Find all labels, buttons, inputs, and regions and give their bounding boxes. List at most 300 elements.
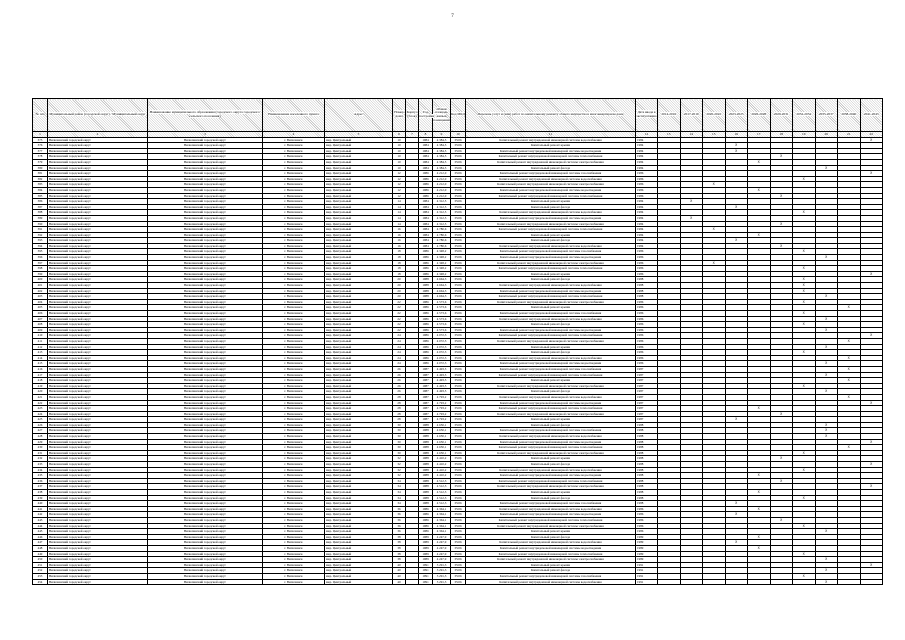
mkd-code-cell: 35:06 [451,333,466,339]
house-number-cell: 32 [393,462,406,468]
row-number: 404 [33,299,48,305]
locality-cell: г. Вилючинск [263,383,325,389]
locality-cell: г. Вилючинск [263,450,325,456]
district-cell: Вилючинский городской округ [48,338,148,344]
municipality-cell: Вилючинский городской округ [148,277,263,283]
row-number: 386 [33,199,48,205]
work-type-cell: Капитальный ремонт внутридомовой инженерной системы водоотведения [466,215,636,221]
period-mark-cell: X [838,394,861,400]
municipality-cell: Вилючинский городской округ [148,366,263,372]
commission-date-cell: 1988 [636,445,658,451]
period-mark-cell: X [815,557,838,563]
locality-cell: г. Вилючинск [263,215,325,221]
row-number: 438 [33,490,48,496]
commission-date-cell: 1986 [636,249,658,255]
table-header-row [33,99,883,132]
row-number: 399 [33,271,48,277]
locality-cell: г. Вилючинск [263,467,325,473]
commission-date-cell: 1984 [636,154,658,160]
address-cell: мкр. Центральный [325,361,393,367]
build-year-cell: 1989 [419,540,433,546]
period-cell [725,579,748,585]
row-number: 450 [33,557,48,563]
locality-cell: г. Вилючинск [263,411,325,417]
locality-cell: г. Вилючинск [263,182,325,188]
row-number: 400 [33,277,48,283]
district-cell: Вилючинский городской округ [48,204,148,210]
work-type-cell: Капитальный ремонт внутридомовой инженерной системы теплоснабжения [466,372,636,378]
district-cell: Вилючинский городской округ [48,366,148,372]
address-cell: мкр. Центральный [325,501,393,507]
period-mark-cell: X [680,199,703,205]
commission-date-cell: 1988 [636,294,658,300]
mkd-code-cell: 35:06 [451,227,466,233]
build-year-cell: 1986 [419,260,433,266]
address-cell: мкр. Центральный [325,154,393,160]
row-number: 445 [33,529,48,535]
column-header-label: 2029-2031 [773,112,789,117]
area-cell: 4 247,9 [433,534,451,540]
area-cell: 4 410,2 [433,473,451,479]
work-type-cell: Капитальный ремонт фасада [466,238,636,244]
district-cell: Вилючинский городской округ [48,400,148,406]
column-number: 13 [658,132,681,138]
locality-cell: г. Вилючинск [263,283,325,289]
address-cell: мкр. Центральный [325,249,393,255]
locality-cell: г. Вилючинск [263,305,325,311]
locality-cell: г. Вилючинск [263,187,325,193]
locality-cell: г. Вилючинск [263,529,325,535]
area-cell: 4 793,2 [433,394,451,400]
mkd-code-cell: 35:06 [451,344,466,350]
work-type-cell: Капитальный ремонт внутридомовой инженерной системы водоснабжения [466,210,636,216]
mkd-code-cell: 35:06 [451,187,466,193]
column-number: 2 [48,132,148,138]
locality-cell: г. Вилючинск [263,506,325,512]
municipality-cell: Вилючинский городской округ [148,221,263,227]
address-cell: мкр. Центральный [325,534,393,540]
municipality-cell: Вилючинский городской округ [148,428,263,434]
house-number-cell: 34 [393,490,406,496]
work-type-cell: Капитальный ремонт фасада [466,462,636,468]
house-number-cell: 10 [393,159,406,165]
municipality-cell: Вилючинский городской округ [148,517,263,523]
commission-date-cell: 1988 [636,422,658,428]
municipality-cell: Вилючинский городской округ [148,182,263,188]
column-number: 11 [466,132,636,138]
address-cell: мкр. Центральный [325,478,393,484]
work-type-cell: Капитальный ремонт крыши [466,143,636,149]
row-number: 448 [33,545,48,551]
address-cell: мкр. Центральный [325,490,393,496]
mkd-code-cell: 35:06 [451,562,466,568]
period-mark-cell: X [815,529,838,535]
column-header-label: Муниципальный район (городской округ) / Муниципальный округ [49,112,146,117]
commission-date-cell: 1986 [636,311,658,317]
work-type-cell: Капитальный ремонт внутридомовой инженерной системы теплоснабжения [466,227,636,233]
column-header [815,99,838,132]
build-year-cell: 1987 [419,400,433,406]
house-number-cell: 40 [393,573,406,579]
district-cell: Вилючинский городской округ [48,439,148,445]
commission-date-cell: 1987 [636,406,658,412]
area-cell: 4 410,2 [433,462,451,468]
build-year-cell: 1984 [419,238,433,244]
work-type-cell: Капитальный ремонт внутридомовой инженерной системы водоотведения [466,361,636,367]
district-cell: Вилючинский городской округ [48,171,148,177]
district-cell: Вилючинский городской округ [48,148,148,154]
period-mark-cell: X [770,478,793,484]
column-header [451,99,466,132]
district-cell: Вилючинский городской округ [48,176,148,182]
column-number: 1 [33,132,48,138]
municipality-cell: Вилючинский городской округ [148,361,263,367]
build-year-cell: 1988 [419,422,433,428]
commission-date-cell: 1988 [636,473,658,479]
build-year-cell: 1984 [419,221,433,227]
area-cell: 4 364,1 [433,506,451,512]
period-mark-cell: X [838,378,861,384]
build-year-cell: 1986 [419,517,433,523]
area-cell: 4 573,6 [433,322,451,328]
area-cell: 4 384,5 [433,165,451,171]
address-cell: мкр. Центральный [325,450,393,456]
commission-date-cell: 1987 [636,372,658,378]
period-cell [770,579,793,585]
work-type-cell: Капитальный ремонт фасада [466,204,636,210]
period-mark-cell: X [793,210,816,216]
district-cell: Вилючинский городской округ [48,579,148,585]
municipality-cell: Вилючинский городской округ [148,199,263,205]
column-header-label: Общая площадь жилых помещений [433,106,450,122]
work-type-cell: Капитальный ремонт внутридомовой инженерной системы электроснабжения [466,338,636,344]
house-number-cell: 10 [393,148,406,154]
row-number: 431 [33,450,48,456]
commission-date-cell: 1988 [636,456,658,462]
column-header-label: 2023-2025 [728,112,744,117]
house-number-cell: 12 [393,171,406,177]
build-year-cell: 1986 [419,350,433,356]
house-number-cell: 28 [393,400,406,406]
build-year-cell: 1984 [419,148,433,154]
municipality-cell: Вилючинский городской округ [148,406,263,412]
mkd-code-cell: 35:06 [451,366,466,372]
row-number: 392 [33,232,48,238]
work-type-cell: Капитальный ремонт внутридомовой инженерной системы электроснабжения [466,411,636,417]
build-year-cell: 1986 [419,512,433,518]
build-year-cell: 1991 [419,568,433,574]
address-cell: мкр. Центральный [325,260,393,266]
district-cell: Вилючинский городской округ [48,277,148,283]
district-cell: Вилючинский городской округ [48,271,148,277]
period-mark-cell: X [703,182,726,188]
work-type-cell: Капитальный ремонт фасада [466,568,636,574]
address-cell: мкр. Центральный [325,159,393,165]
commission-date-cell: 1986 [636,266,658,272]
address-cell: мкр. Центральный [325,523,393,529]
mkd-code-cell: 35:06 [451,456,466,462]
build-year-cell: 1987 [419,417,433,423]
locality-cell: г. Вилючинск [263,260,325,266]
district-cell: Вилючинский городской округ [48,255,148,261]
locality-cell: г. Вилючинск [263,316,325,322]
commission-date-cell: 1986 [636,355,658,361]
area-cell: 4 348,2 [433,271,451,277]
column-header-label: Наименование муниципального образования (городского округа городского/сельского поселения) [149,110,261,118]
commission-date-cell: 1986 [636,187,658,193]
build-year-cell: 1986 [419,327,433,333]
build-year-cell: 1988 [419,462,433,468]
house-number-cell: 12 [393,193,406,199]
district-cell: Вилючинский городской округ [48,350,148,356]
period-mark-cell: X [793,383,816,389]
commission-date-cell: 1984 [636,232,658,238]
commission-date-cell: 1987 [636,394,658,400]
work-type-cell: Капитальный ремонт внутридомовой инженерной системы водоотведения [466,400,636,406]
house-number-cell: 38 [393,540,406,546]
house-number-cell: 14 [393,210,406,216]
row-number: 396 [33,255,48,261]
work-type-cell: Капитальный ремонт внутридомовой инженерной системы электроснабжения [466,221,636,227]
house-number-cell: 36 [393,512,406,518]
row-number: 430 [33,445,48,451]
district-cell: Вилючинский городской округ [48,221,148,227]
area-cell: 4 072,3 [433,338,451,344]
build-year-cell: 1986 [419,271,433,277]
municipality-cell: Вилючинский городской округ [148,562,263,568]
house-number-cell: 20 [393,294,406,300]
period-mark-cell: X [770,243,793,249]
commission-date-cell: 1986 [636,344,658,350]
column-header-label: 2035-2037 [818,112,834,117]
row-number: 416 [33,366,48,372]
row-number: 415 [33,361,48,367]
row-number: 406 [33,311,48,317]
locality-cell: г. Вилючинск [263,288,325,294]
municipality-cell: Вилючинский городской округ [148,355,263,361]
build-year-cell: 1988 [419,288,433,294]
mkd-code-cell: 35:06 [451,137,466,143]
work-type-cell: Капитальный ремонт внутридомовой инженерной системы электроснабжения [466,182,636,188]
column-header-label: 2026-2028 [751,112,767,117]
row-number: 444 [33,523,48,529]
house-number-cell: 30 [393,434,406,440]
build-year-cell: 1987 [419,389,433,395]
area-cell: 4 512,3 [433,478,451,484]
area-cell: 4 312,5 [433,204,451,210]
area-cell: 4 493,5 [433,366,451,372]
commission-date-cell: 1984 [636,221,658,227]
work-type-cell: Капитальный ремонт крыши [466,199,636,205]
period-mark-cell: X [860,562,883,568]
house-number-cell: 20 [393,277,406,283]
build-year-cell: 1989 [419,534,433,540]
district-cell: Вилючинский городской округ [48,478,148,484]
period-mark-cell: X [748,159,771,165]
row-number: 452 [33,568,48,574]
municipality-cell: Вилючинский городской округ [148,456,263,462]
district-cell: Вилючинский городской округ [48,529,148,535]
house-number-cell: 20 [393,288,406,294]
house-number-cell: 16 [393,243,406,249]
build-year-cell: 1988 [419,450,433,456]
commission-date-cell: 1986 [636,176,658,182]
mkd-code-cell: 35:06 [451,434,466,440]
house-number-cell: 20 [393,283,406,289]
mkd-code-cell: 35:06 [451,176,466,182]
work-type-cell: Капитальный ремонт внутридомовой инженерной системы газоснабжения [466,573,636,579]
row-number: 442 [33,512,48,518]
municipality-cell: Вилючинский городской округ [148,204,263,210]
mkd-code-cell: 35:06 [451,389,466,395]
commission-date-cell: 1986 [636,350,658,356]
district-cell: Вилючинский городской округ [48,137,148,143]
address-cell: мкр. Центральный [325,338,393,344]
locality-cell: г. Вилючинск [263,428,325,434]
commission-date-cell: 1986 [636,517,658,523]
period-mark-cell: X [860,333,883,339]
column-number: 21 [838,132,861,138]
build-year-cell: 1984 [419,243,433,249]
column-header-label: 2041-2043 [863,112,879,117]
mkd-code-cell: 35:06 [451,271,466,277]
house-number-cell: 28 [393,411,406,417]
municipality-cell: Вилючинский городской округ [148,445,263,451]
commission-date-cell: 1989 [636,545,658,551]
area-cell: 4 348,2 [433,266,451,272]
locality-cell: г. Вилючинск [263,154,325,160]
district-cell: Вилючинский городской округ [48,322,148,328]
locality-cell: г. Вилючинск [263,238,325,244]
row-number: 439 [33,495,48,501]
column-header-label: 2020-2022 [706,112,722,117]
period-mark-cell: X [725,540,748,546]
area-cell: 4 512,3 [433,501,451,507]
row-number: 377 [33,148,48,154]
period-mark-cell: X [815,568,838,574]
mkd-code-cell: 35:06 [451,490,466,496]
work-type-cell: Капитальный ремонт внутридомовой инженерной системы электроснабжения [466,159,636,165]
work-type-cell: Капитальный ремонт крыши [466,417,636,423]
district-cell: Вилючинский городской округ [48,484,148,490]
work-type-cell: Капитальный ремонт внутридомовой инженерной системы водоснабжения [466,506,636,512]
address-cell: мкр. Центральный [325,305,393,311]
period-mark-cell: X [793,283,816,289]
mkd-code-cell: 35:06 [451,568,466,574]
work-type-cell: Капитальный ремонт внутридомовой инженерной системы водоотведения [466,148,636,154]
district-cell: Вилючинский городской округ [48,232,148,238]
commission-date-cell: 1988 [636,428,658,434]
row-number: 387 [33,204,48,210]
district-cell: Вилючинский городской округ [48,512,148,518]
commission-date-cell: 1987 [636,366,658,372]
locality-cell: г. Вилючинск [263,523,325,529]
mkd-code-cell: 35:06 [451,193,466,199]
house-number-cell: 10 [393,137,406,143]
work-type-cell: Капитальный ремонт крыши [466,562,636,568]
district-cell: Вилючинский городской округ [48,557,148,563]
house-number-cell: 14 [393,204,406,210]
build-year-cell: 1984 [419,165,433,171]
municipality-cell: Вилючинский городской округ [148,338,263,344]
row-number: 409 [33,327,48,333]
area-cell: 3 291,3 [433,573,451,579]
district-cell: Вилючинский городской округ [48,299,148,305]
locality-cell: г. Вилючинск [263,573,325,579]
row-number: 405 [33,305,48,311]
build-year-cell: 1989 [419,545,433,551]
municipality-cell: Вилючинский городской округ [148,227,263,233]
municipality-cell: Вилючинский городской округ [148,165,263,171]
period-mark-cell: X [793,573,816,579]
work-type-cell: Капитальный ремонт внутридомовой инженерной системы газоснабжения [466,249,636,255]
district-cell: Вилючинский городской округ [48,187,148,193]
address-cell: мкр. Центральный [325,221,393,227]
mkd-code-cell: 35:06 [451,249,466,255]
address-cell: мкр. Центральный [325,512,393,518]
address-cell: мкр. Центральный [325,243,393,249]
commission-date-cell: 1991 [636,573,658,579]
district-cell: Вилючинский городской округ [48,434,148,440]
area-cell: 4 247,9 [433,540,451,546]
row-number: 403 [33,294,48,300]
district-cell: Вилючинский городской округ [48,344,148,350]
address-cell: мкр. Центральный [325,573,393,579]
area-cell: 4 780,6 [433,243,451,249]
row-number: 429 [33,439,48,445]
row-number: 385 [33,193,48,199]
address-cell: мкр. Центральный [325,428,393,434]
column-number: 7 [406,132,419,138]
commission-date-cell: 1988 [636,467,658,473]
area-cell: 4 664,3 [433,283,451,289]
locality-cell: г. Вилючинск [263,294,325,300]
commission-date-cell: 1988 [636,277,658,283]
municipality-cell: Вилючинский городской округ [148,176,263,182]
build-year-cell: 1988 [419,501,433,507]
municipality-cell: Вилючинский городской округ [148,266,263,272]
column-header [703,99,726,132]
address-cell: мкр. Центральный [325,271,393,277]
mkd-code-cell: 35:06 [451,512,466,518]
row-number: 394 [33,243,48,249]
locality-cell: г. Вилючинск [263,210,325,216]
period-mark-cell: X [838,355,861,361]
column-header-label: Наименование населенного пункта [268,112,319,117]
district-cell: Вилючинский городской округ [48,159,148,165]
commission-date-cell: 1984 [636,215,658,221]
house-number-cell: 22 [393,322,406,328]
build-year-cell: 1984 [419,154,433,160]
row-number: 417 [33,372,48,378]
work-type-cell: Капитальный ремонт внутридомовой инженерной системы водоснабжения [466,137,636,143]
district-cell: Вилючинский городской округ [48,327,148,333]
work-type-cell: Капитальный ремонт внутридомовой инженерной системы водоснабжения [466,394,636,400]
row-number: 435 [33,473,48,479]
row-number: 425 [33,417,48,423]
work-type-cell: Капитальный ремонт внутридомовой инженерной системы электроснабжения [466,383,636,389]
row-number: 410 [33,333,48,339]
area-cell: 4 410,2 [433,456,451,462]
column-number: 10 [451,132,466,138]
build-year-cell: 1984 [419,204,433,210]
area-cell: 4 650,1 [433,439,451,445]
municipality-cell: Вилючинский городской округ [148,148,263,154]
locality-cell: г. Вилючинск [263,484,325,490]
mkd-code-cell: 35:06 [451,165,466,171]
municipality-cell: Вилючинский городской округ [148,411,263,417]
district-cell: Вилючинский городской округ [48,428,148,434]
